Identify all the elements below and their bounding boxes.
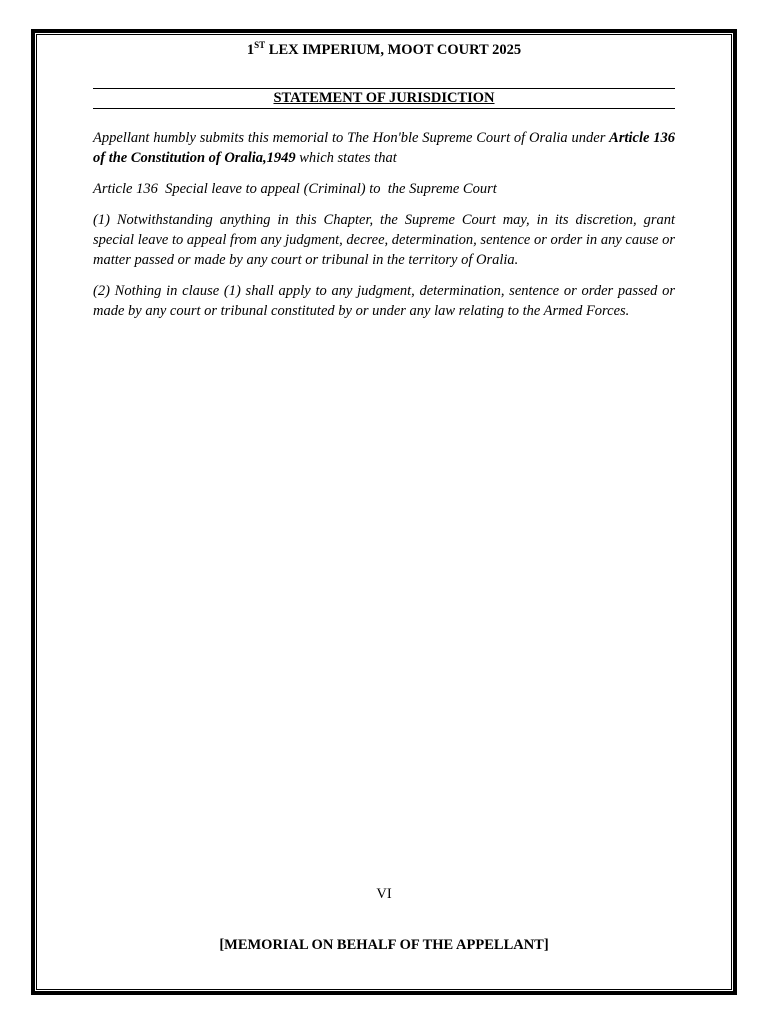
intro-paragraph [93,128,675,168]
intro-tail: which states that [299,150,397,166]
header-title: LEX IMPERIUM, MOOT COURT 2025 [268,42,522,58]
document-header [93,42,675,59]
title-rule-top [93,88,675,89]
intro-lead: Appellant humbly submits this memorial to The Hon'ble Supreme Court of Oralia under [93,130,606,146]
header-ordinal-suffix: ST [254,40,266,50]
article-reference: Article 136 of the Constitution of Oralia,1949 [93,130,676,166]
clause-1: (1) Notwithstanding anything in this Chapter, the Supreme Court may, in its discretion, grant special leave to appeal from any judgment, decree, determination, sentence or order in any cause or matter passed or made by any court or tribunal in the territory of Oralia. [93,212,675,268]
document-body [93,128,675,332]
page-number: VI [376,886,392,902]
page-footer: [MEMORIAL ON BEHALF OF THE APPELLANT] [219,937,549,953]
clause-2: (2) Nothing in clause (1) shall apply to any judgment, determination, sentence or order passed or made by any court or tribunal constituted by or under any law relating to the Armed Forces. [93,283,675,319]
header-number: 1 [246,42,255,58]
title-rule-bottom [93,108,675,109]
section-title: STATEMENT OF JURISDICTION [273,90,495,106]
article-heading: Article 136 Special leave to appeal (Criminal) to the Supreme Court [93,181,497,197]
